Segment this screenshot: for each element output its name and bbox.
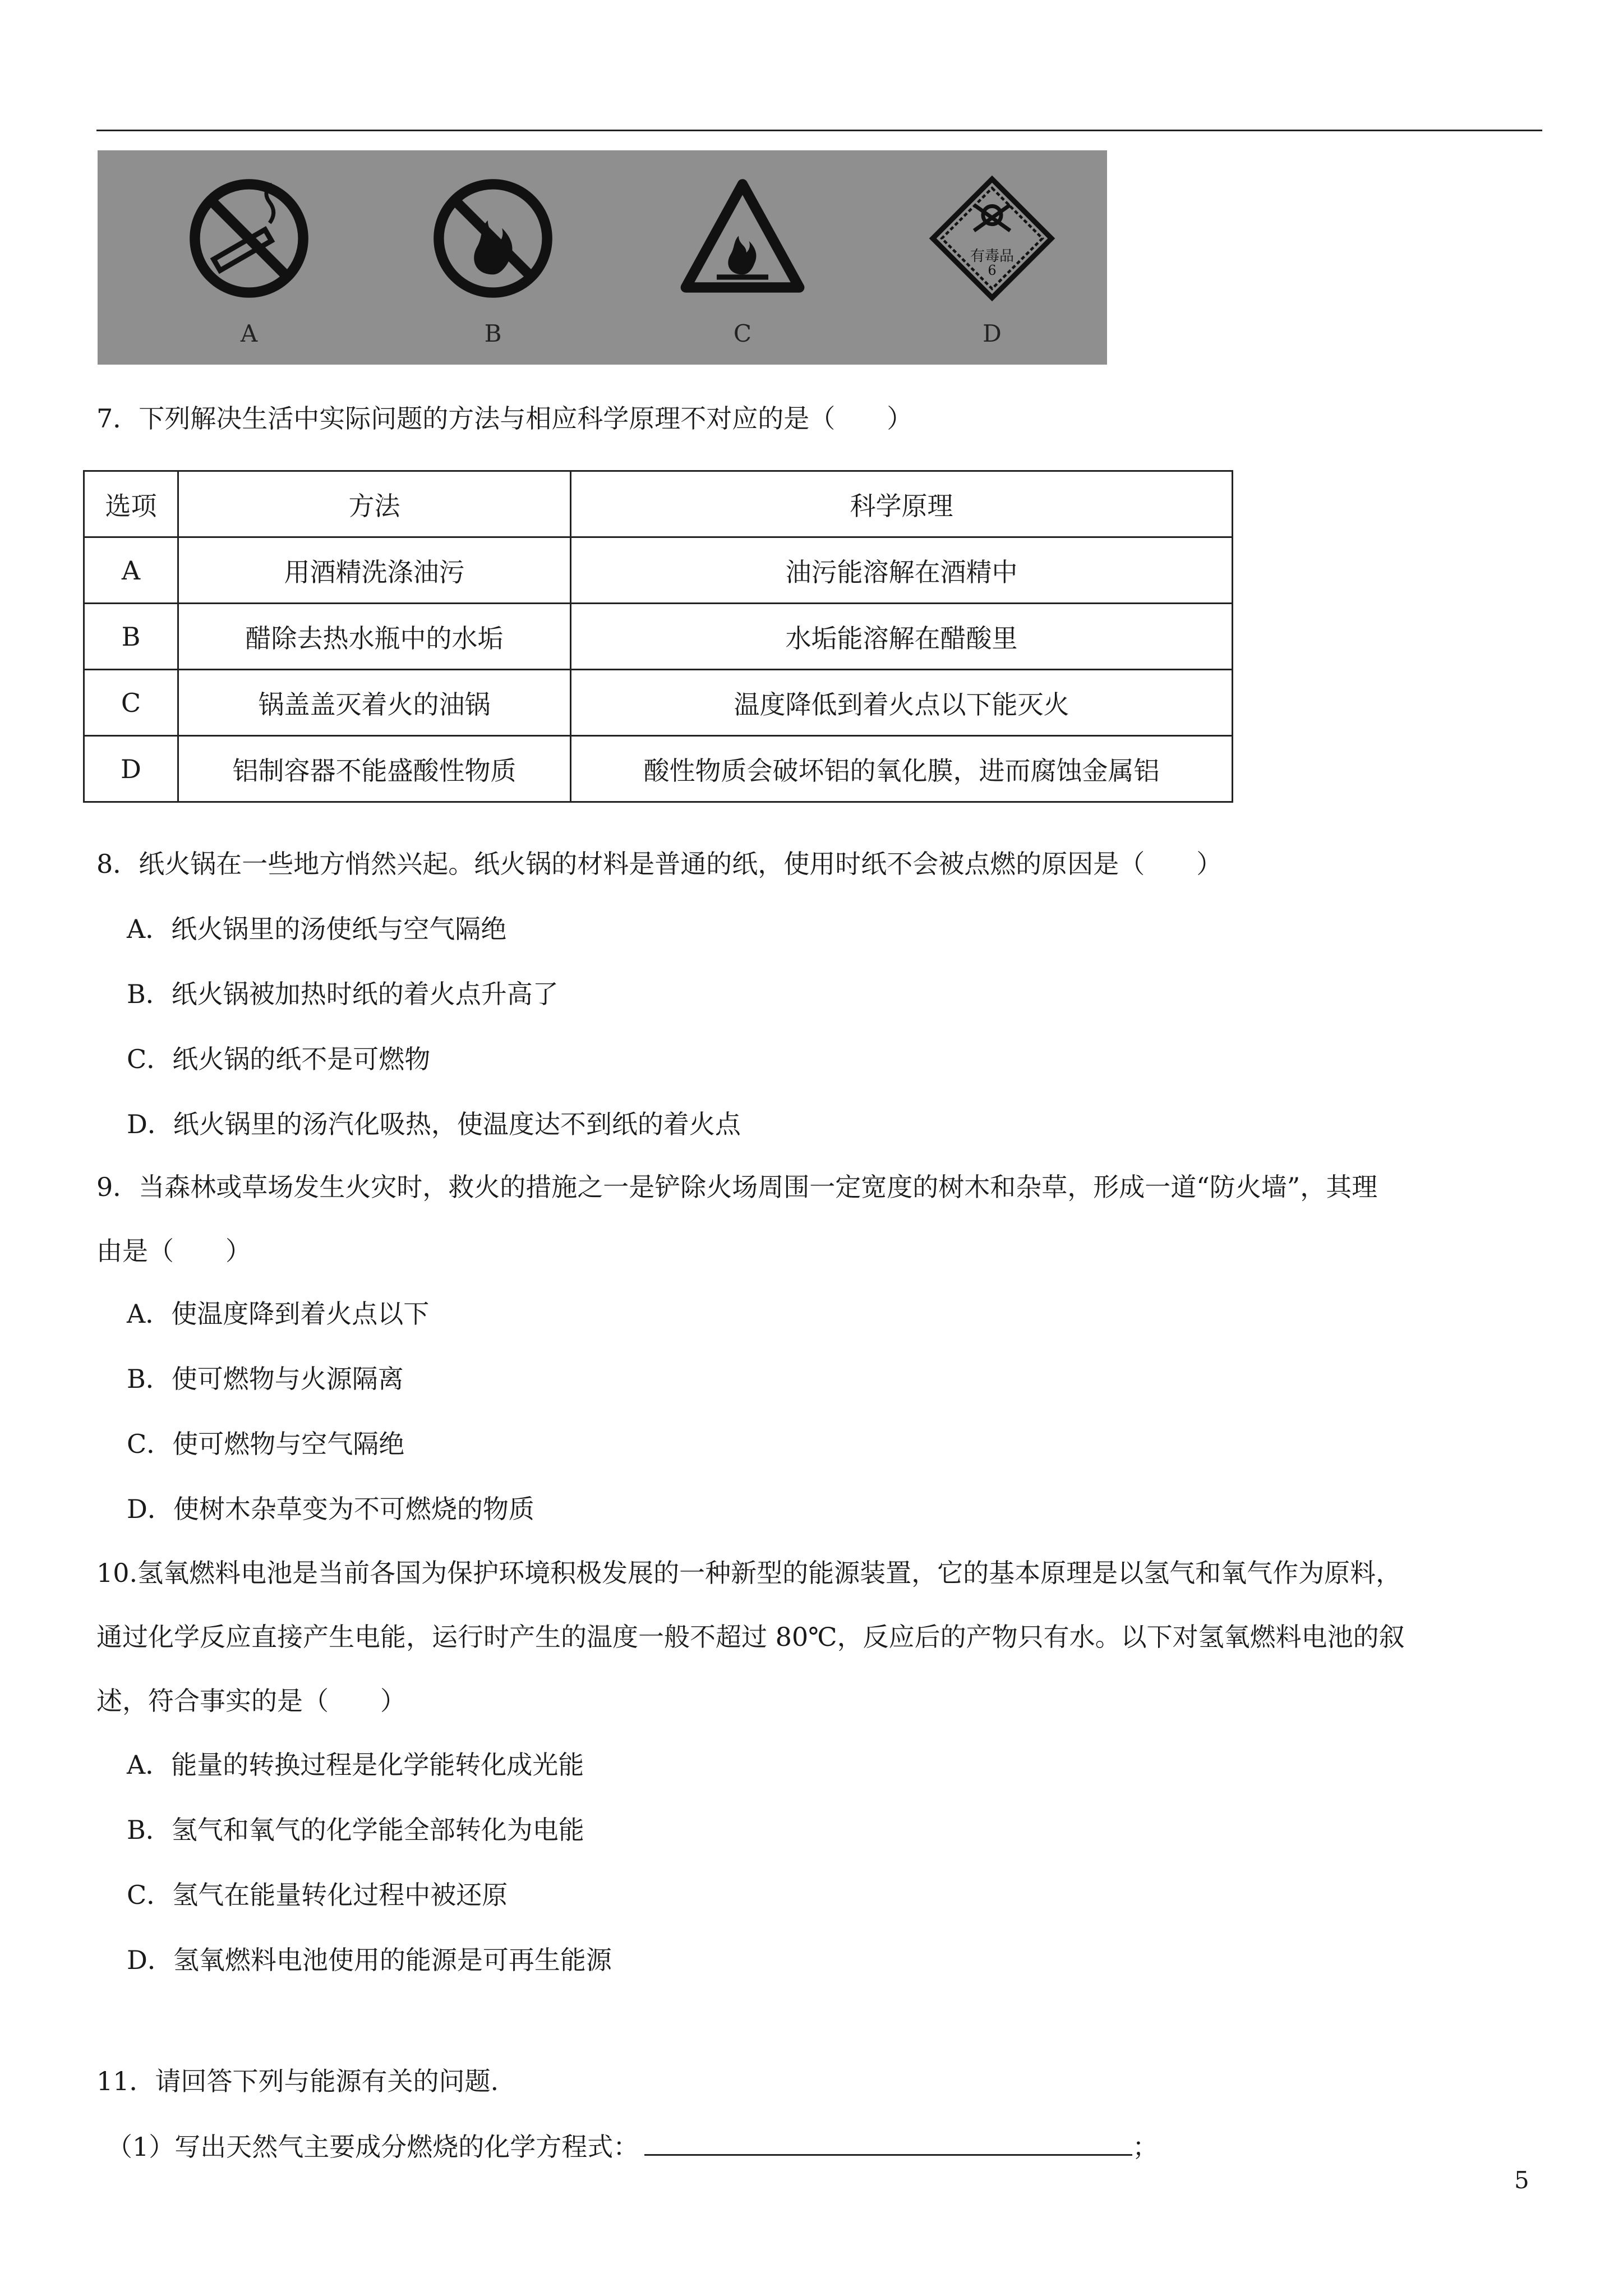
table-cell-principle: 温度降低到着火点以下能灭火: [571, 670, 1233, 736]
table-cell-option: A: [84, 537, 178, 604]
sign-label-b: B: [484, 320, 502, 347]
table-cell-principle: 油污能溶解在酒精中: [571, 537, 1233, 604]
table-cell-option: C: [84, 670, 178, 736]
question-7-table: [83, 470, 1233, 803]
table-cell-option: B: [84, 604, 178, 670]
question-8-stem: 8．纸火锅在一些地方悄然兴起。纸火锅的材料是普通的纸，使用时纸不会被点燃的原因是（ ）: [96, 849, 1223, 879]
no-open-flame-icon: [428, 174, 557, 303]
table-row: [84, 537, 1233, 604]
question-9-stem-line1: 9．当森林或草场发生火灾时，救火的措施之一是铲除火场周围一定宽度的树木和杂草，形成一道“防火墙”，其理: [96, 1172, 1378, 1202]
flammable-warning-icon: [678, 174, 807, 303]
toxic-sign-text: 有毒品: [970, 248, 1014, 265]
table-header-cell: 科学原理: [571, 471, 1233, 537]
question-9-stem-line2: 由是（ ）: [96, 1236, 251, 1266]
table-row: [84, 604, 1233, 670]
question-9-option-b: B．使可燃物与火源隔离: [127, 1364, 404, 1394]
header-rule: [96, 130, 1542, 131]
question-9-option-d: D．使树木杂草变为不可燃烧的物质: [127, 1494, 534, 1524]
table-header-cell: 方法: [178, 471, 571, 537]
question-10-option-c: C．氢气在能量转化过程中被还原: [127, 1880, 508, 1910]
sign-label-d: D: [983, 320, 1002, 347]
question-11-sub1-end: ；: [1132, 2132, 1159, 2162]
question-7-stem: 7．下列解决生活中实际问题的方法与相应科学原理不对应的是（ ）: [96, 403, 913, 434]
question-11-sub1-label: （1）写出天然气主要成分燃烧的化学方程式：: [107, 2132, 639, 2162]
table-header-cell: 选项: [84, 471, 178, 537]
question-9-option-a: A．使温度降到着火点以下: [127, 1299, 430, 1329]
table-cell-method: 铝制容器不能盛酸性物质: [178, 736, 571, 802]
table-cell-option: D: [84, 736, 178, 802]
question-10-option-a: A．能量的转换过程是化学能转化成光能: [127, 1750, 584, 1780]
question-9-option-c: C．使可燃物与空气隔绝: [127, 1429, 405, 1459]
question-8-option-b: B．纸火锅被加热时纸的着火点升高了: [127, 979, 559, 1009]
answer-blank[interactable]: [644, 2128, 1132, 2156]
table-cell-method: 锅盖盖灭着火的油锅: [178, 670, 571, 736]
question-10-option-d: D．氢氧燃料电池使用的能源是可再生能源: [127, 1945, 612, 1975]
page-number: 5: [1514, 2166, 1529, 2194]
question-8-option-c: C．纸火锅的纸不是可燃物: [127, 1044, 431, 1074]
table-cell-method: 用酒精洗涤油污: [178, 537, 571, 604]
question-11-stem: 11．请回答下列与能源有关的问题.: [96, 2066, 499, 2096]
safety-signs-image: [98, 150, 1107, 365]
question-10-option-b: B．氢气和氧气的化学能全部转化为电能: [127, 1815, 584, 1845]
question-10-stem-line2: 通过化学反应直接产生电能，运行时产生的温度一般不超过 80℃，反应后的产物只有水。以下对氢氧燃料电池的叙: [96, 1622, 1405, 1652]
question-8-option-a: A．纸火锅里的汤使纸与空气隔绝: [127, 914, 507, 944]
table-cell-principle: 酸性物质会破坏铝的氧化膜，进而腐蚀金属铝: [571, 736, 1233, 802]
table-cell-principle: 水垢能溶解在醋酸里: [571, 604, 1233, 670]
question-11-sub1: [107, 2128, 1158, 2164]
table-header-row: [84, 471, 1233, 537]
no-smoking-icon: [185, 174, 313, 303]
table-cell-method: 醋除去热水瓶中的水垢: [178, 604, 571, 670]
toxic-sign-class: 6: [988, 263, 997, 278]
question-10-stem-line3: 述，符合事实的是（ ）: [96, 1686, 406, 1716]
sign-label-a: A: [240, 320, 258, 347]
table-row: [84, 670, 1233, 736]
question-8-option-d: D．纸火锅里的汤汽化吸热，使温度达不到纸的着火点: [127, 1109, 741, 1139]
question-10-stem-line1: 10.氢氧燃料电池是当前各国为保护环境积极发展的一种新型的能源装置，它的基本原理是以氢气和氧气作为原料，: [96, 1558, 1402, 1588]
sign-label-c: C: [733, 320, 752, 347]
toxic-substance-icon: [928, 174, 1057, 303]
table-row: [84, 736, 1233, 802]
